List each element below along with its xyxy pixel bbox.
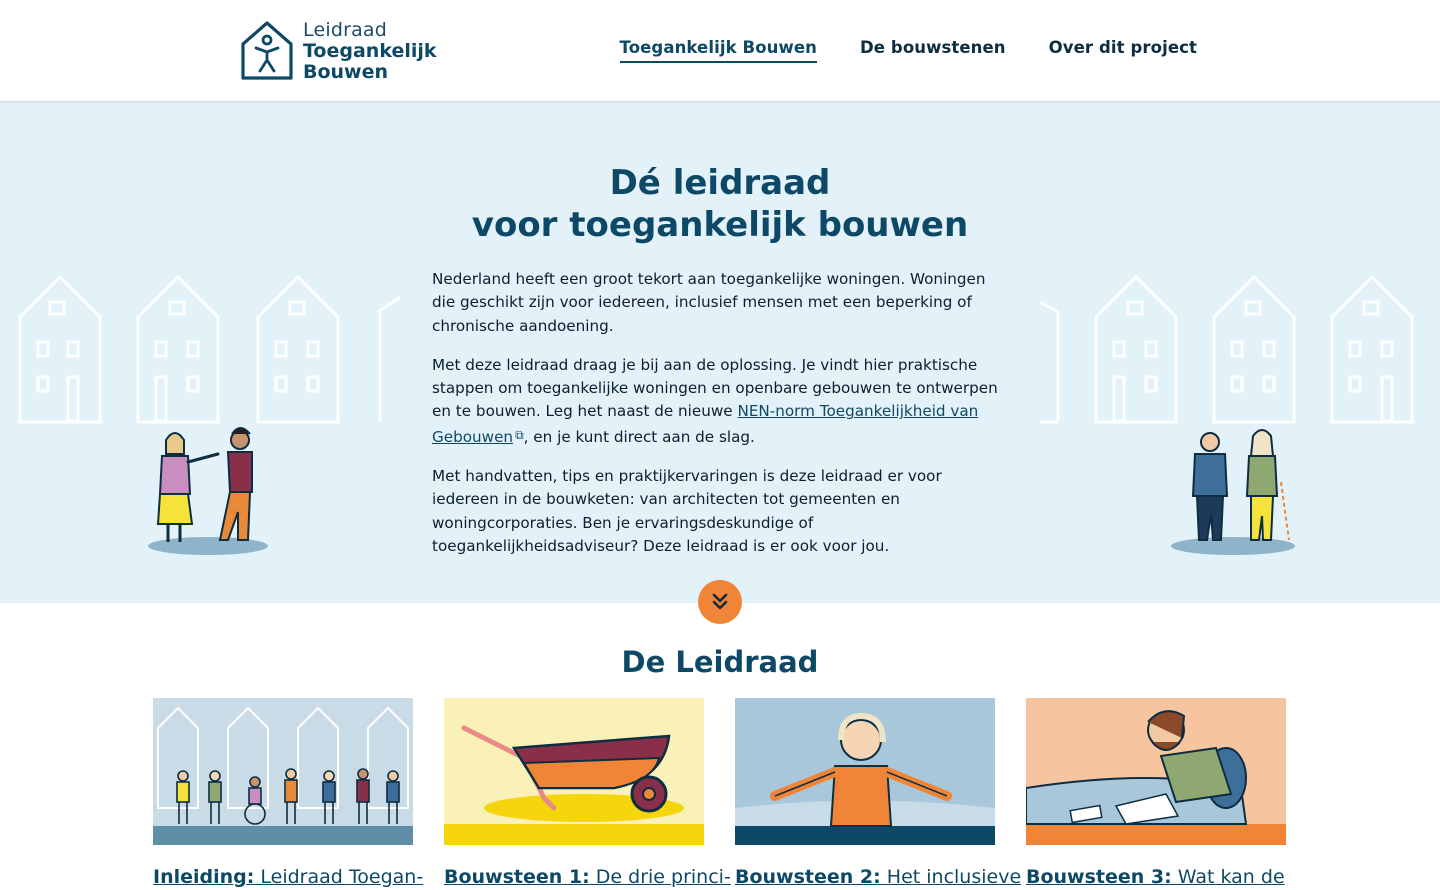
hero-paragraph-2 — [432, 354, 1008, 449]
section-title: De Leidraad — [621, 645, 819, 679]
card-bouwsteen-2-title[interactable] — [735, 864, 1022, 890]
houses-illustration-left — [0, 272, 400, 432]
card-bouwsteen-3-prefix: Bouwsteen 3: — [1026, 866, 1172, 888]
card-bouwsteen-1-prefix: Bouwsteen 1: — [444, 866, 590, 888]
logo-line-3: Bouwen — [303, 61, 389, 83]
logo-text — [303, 20, 437, 83]
hero-title-line-2: voor toegankelijk bouwen — [471, 205, 969, 245]
card-inleiding-image — [153, 698, 413, 845]
couple-walking-illustration — [1165, 422, 1305, 558]
open-arms-person-illustration — [735, 698, 995, 845]
nen-norm-link-label: NEN-norm Toegankelijkheid van Gebouwen — [432, 402, 979, 446]
site-header — [0, 0, 1440, 102]
card-bouwsteen-1-title[interactable] — [444, 864, 731, 890]
nav-over-dit-project[interactable]: Over dit project — [1048, 38, 1197, 57]
nav-de-bouwstenen[interactable]: De bouwstenen — [859, 38, 1006, 57]
card-bouwsteen-2-image — [735, 698, 995, 845]
site-logo[interactable] — [239, 20, 437, 83]
card-bouwsteen-3[interactable] — [1026, 698, 1286, 890]
hero-section — [0, 102, 1440, 603]
card-bouwsteen-1-image — [444, 698, 704, 845]
main-nav — [620, 38, 1197, 63]
card-bouwsteen-1-label: De drie princi- — [589, 866, 731, 888]
scroll-down-button[interactable] — [698, 580, 742, 624]
nav-toegankelijk-bouwen[interactable]: Toegankelijk Bouwen — [620, 38, 817, 63]
card-inleiding-title[interactable] — [153, 864, 424, 890]
card-bouwsteen-3-label: Wat kan de — [1171, 866, 1285, 888]
card-bouwsteen-3-title[interactable] — [1026, 864, 1286, 890]
card-bouwsteen-2-prefix: Bouwsteen 2: — [735, 866, 881, 888]
double-chevron-down-icon — [710, 592, 730, 612]
hero-title — [0, 162, 1440, 246]
logo-line-2: Toegankelijk — [303, 40, 437, 62]
people-talking-illustration — [140, 422, 280, 558]
card-bouwsteen-2-label: Het inclusieve — [880, 866, 1022, 888]
hero-paragraph-2-tail: , en je kunt direct aan de slag. — [523, 427, 755, 446]
card-bouwsteen-1[interactable] — [444, 698, 731, 890]
card-bouwsteen-2[interactable] — [735, 698, 1022, 890]
houses-illustration-right — [1038, 272, 1440, 432]
card-inleiding-label: Leidraad Toegan- — [254, 866, 424, 888]
man-at-desk-illustration — [1026, 698, 1286, 845]
card-inleiding[interactable] — [153, 698, 424, 890]
wheelbarrow-illustration — [444, 698, 704, 845]
hero-title-line-1: Dé leidraad — [609, 163, 831, 203]
accessible-house-icon — [239, 20, 295, 82]
card-inleiding-prefix: Inleiding: — [153, 866, 255, 888]
hero-intro — [432, 268, 1008, 574]
external-link-icon: ⧉ — [515, 427, 524, 442]
hero-paragraph-2-text: Met deze leidraad draag je bij aan de oplossing. Je vindt hier praktische stappen om toegankelijke woningen en openbare gebouwen te ontwerpen en te bouwen. Leg het naast de nieuwe — [432, 355, 998, 421]
hero-paragraph-1: Nederland heeft een groot tekort aan toegankelijke woningen. Woningen die geschikt zijn voor iedereen, inclusief mensen met een beperking of chronische aandoening. — [432, 270, 986, 335]
card-list — [153, 698, 1286, 890]
group-of-people-illustration — [153, 698, 413, 845]
hero-paragraph-3: Met handvatten, tips en praktijkervaringen is deze leidraad er voor iedereen in de bouwketen: van architecten tot gemeenten en woningcorporaties. Ben je ervaringsdeskundige of toegankelijkheidsadviseur? Deze leidraad is er ook voor jou. — [432, 467, 942, 555]
logo-line-1: Leidraad — [303, 19, 388, 41]
card-bouwsteen-3-image — [1026, 698, 1286, 845]
